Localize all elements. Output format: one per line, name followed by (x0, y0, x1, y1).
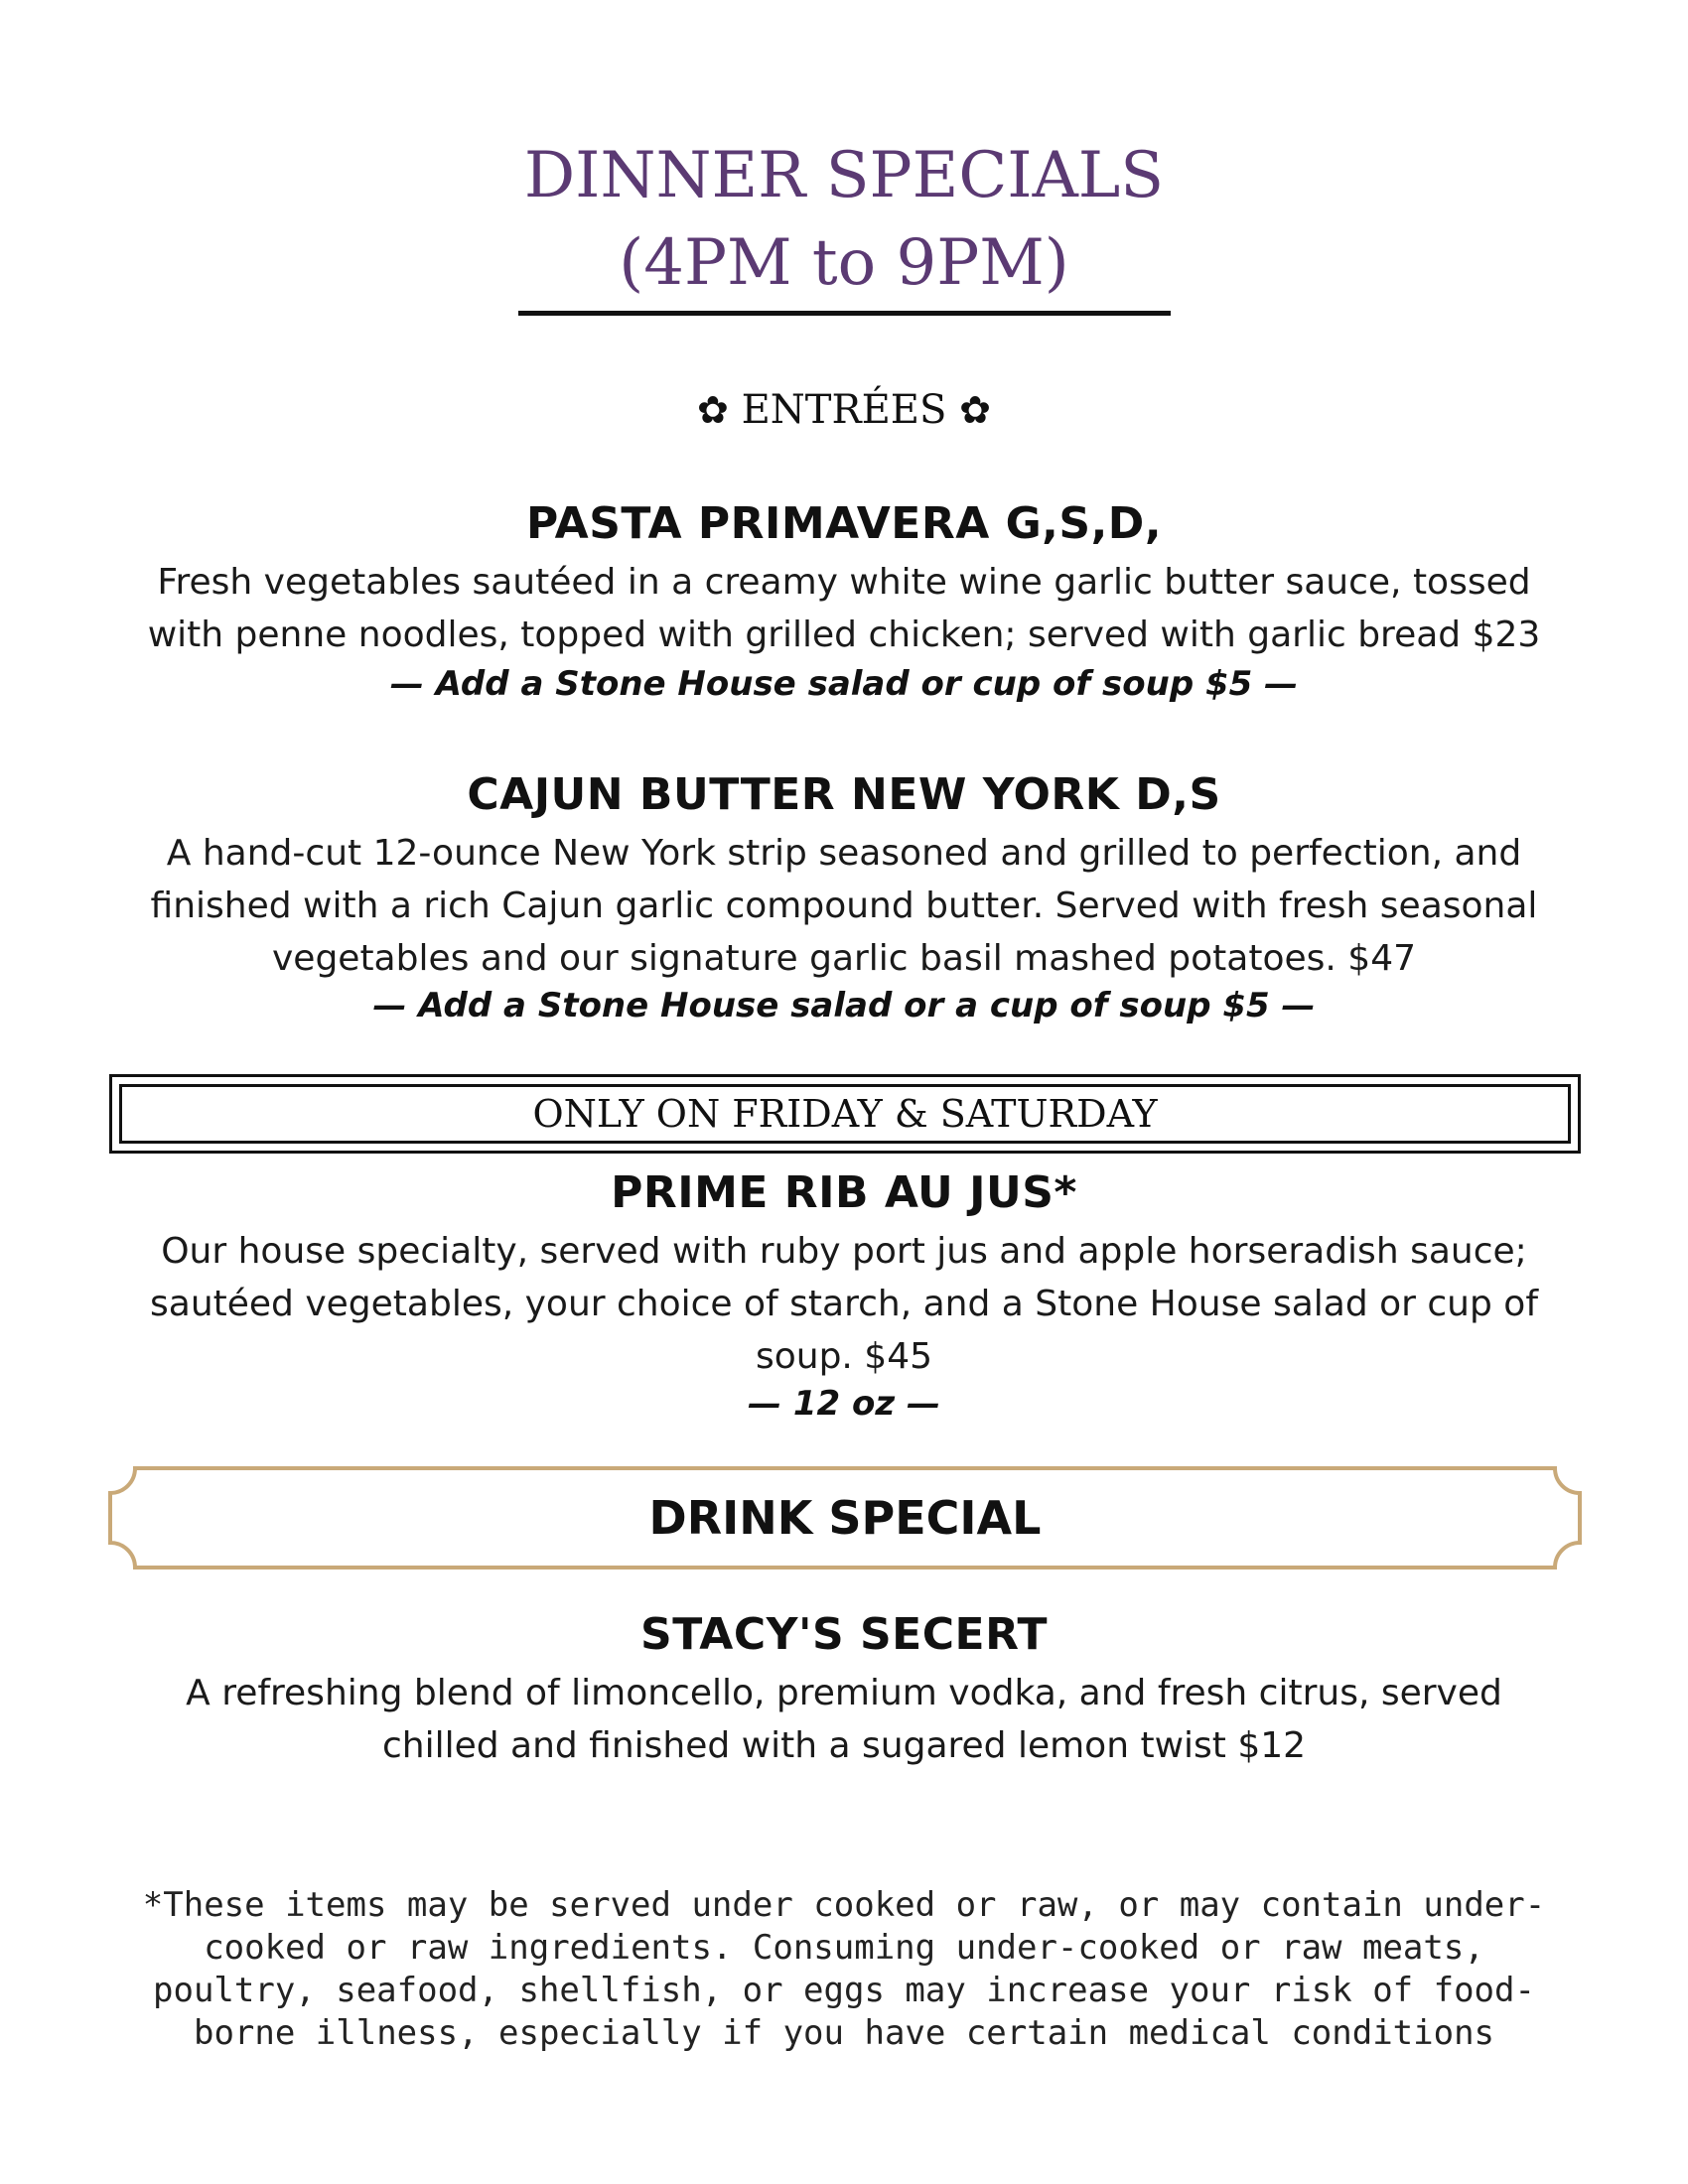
title-underline (518, 311, 1171, 316)
item-portion-note: — 12 oz — (748, 1384, 940, 1424)
page-title (0, 132, 1688, 307)
item-description: A refreshing blend of limoncello, premium vodka, and fresh citrus, served chilled and finished with a sugared lemon twist $12 (186, 1673, 1502, 1766)
item-name: PASTA PRIMAVERA G,S,D, (525, 498, 1163, 549)
title-line-2: (4PM to 9PM) (619, 226, 1069, 300)
item-description: Our house specialty, served with ruby port jus and apple horseradish sauce; sautéed vegetables, your choice of starch, and a Stone House salad or cup of soup. $45 (150, 1231, 1538, 1377)
food-safety-disclaimer: *These items may be served under cooked or raw, or may contain under-cooked or raw ingredients. Consuming under-cooked or raw meats, poultry, seafood, shellfish, or eggs may increase your risk of food-borne illness, especially if you have certain medical conditions (142, 1885, 1546, 2053)
fleuron-icon: ✿ (697, 388, 729, 432)
item-addon-note: — Add a Stone House salad or cup of soup $5 — (389, 664, 1299, 704)
weekend-banner (109, 1074, 1581, 1154)
item-description: Fresh vegetables sautéed in a creamy white wine garlic butter sauce, tossed with penne noodles, topped with grilled chicken; served with garlic bread $23 (147, 562, 1541, 655)
item-addon-note: — Add a Stone House salad or a cup of soup $5 — (372, 986, 1316, 1025)
section-label: ENTRÉES (741, 387, 947, 433)
section-heading-entrees (0, 380, 1688, 440)
title-line-1: DINNER SPECIALS (523, 139, 1165, 212)
item-name: CAJUN BUTTER NEW YORK D,S (467, 769, 1221, 820)
item-description: A hand-cut 12-ounce New York strip seasoned and grilled to perfection, and finished with a rich Cajun garlic compound butter. Served with fresh seasonal vegetables and our signature garlic basil mashed potatoes. $47 (150, 833, 1538, 979)
item-name: STACY'S SECERT (640, 1609, 1048, 1660)
drink-banner-label: DRINK SPECIAL (648, 1491, 1042, 1545)
fleuron-icon: ✿ (959, 388, 991, 432)
weekend-banner-label: ONLY ON FRIDAY & SATURDAY (119, 1084, 1571, 1144)
item-name: PRIME RIB AU JUS* (611, 1167, 1077, 1218)
